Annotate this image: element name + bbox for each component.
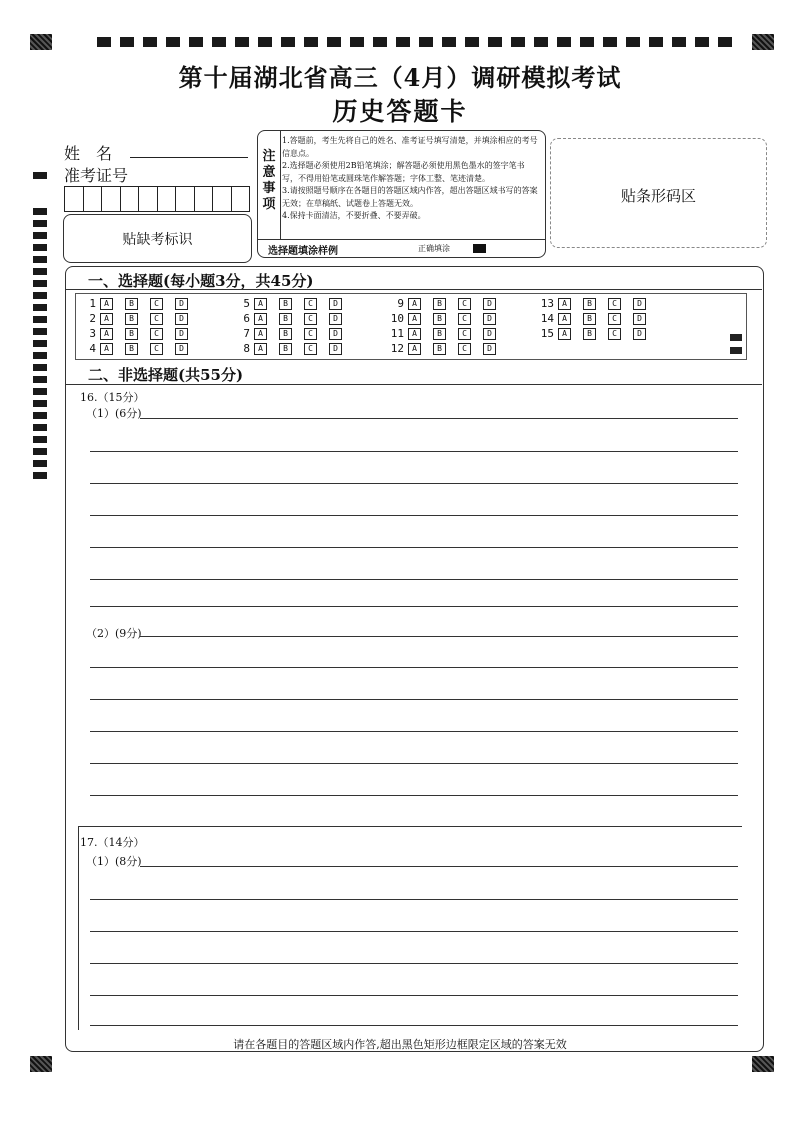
q16-part1-label: （1）(6分) [86,407,142,420]
choice-row[interactable]: 12 A B C D [386,341,508,356]
answer-line[interactable] [90,995,738,996]
notice-box [257,130,546,258]
choice-row[interactable]: 4 A B C D [78,341,200,356]
choice-row[interactable]: 3 A B C D [78,326,200,341]
answer-line[interactable] [90,579,738,580]
section1-underline [66,289,762,290]
grid-mark [730,334,742,341]
fill-sample-label: 选择题填涂样例 [268,246,338,257]
card-title: 历史答题卡 [332,97,468,126]
missing-exam-label: 贴缺考标识 [122,232,193,248]
choice-row[interactable]: 14 A B C D [536,311,658,326]
answer-line[interactable] [140,866,738,867]
notice-item: 4.保持卡面清洁，不要折叠、不要弄破。 [282,211,426,220]
exam-id-label: 准考证号 [64,166,129,185]
answer-line[interactable] [90,1025,738,1026]
choice-row[interactable]: 11 A B C D [386,326,508,341]
choice-group [232,296,354,356]
q17-part1-label: （1）(8分) [86,855,142,868]
grid-mark [730,347,742,354]
notice-item: 3.请按照题号顺序在各题目的答题区域内作答，超出答题区域书写的答案无效；在草稿纸、试题卷上答题无效。 [282,186,538,208]
choice-row[interactable]: 2 A B C D [78,311,200,326]
q17-label: 17.（14分） [80,836,145,849]
answer-line[interactable] [90,515,738,516]
choice-row[interactable]: 5 A B C D [232,296,354,311]
q16-part2-label: （2）(9分) [86,627,142,640]
choice-row[interactable]: 13 A B C D [536,296,658,311]
answer-line[interactable] [90,763,738,764]
choice-row[interactable]: 1 A B C D [78,296,200,311]
answer-line[interactable] [90,451,738,452]
footer-warning: 请在各题目的答题区域内作答,超出黑色矩形边框限定区域的答案无效 [233,1038,567,1051]
name-label: 姓 名 [64,144,113,163]
choice-row[interactable]: 6 A B C D [232,311,354,326]
choice-row[interactable]: 8 A B C D [232,341,354,356]
corner-mark-top-right [752,34,774,50]
fill-sample-row [258,239,545,258]
notice-item: 2.选择题必须使用2B铅笔填涂；解答题必须使用黑色墨水的签字笔书写，不得用铅笔或圆珠笔作解答题；字体工整、笔迹清楚。 [282,161,525,183]
answer-line[interactable] [90,731,738,732]
answer-line[interactable] [90,931,738,932]
q16-label: 16.（15分） [80,391,145,404]
choice-row[interactable]: 10 A B C D [386,311,508,326]
answer-line[interactable] [90,547,738,548]
section2-title: 二、非选择题(共55分) [88,366,244,384]
answer-line[interactable] [140,418,738,419]
choice-row[interactable]: 9 A B C D [386,296,508,311]
corner-mark-bottom-right [752,1056,774,1072]
notice-list [282,135,540,223]
section1-title: 一、选择题(每小题3分，共45分) [88,272,314,290]
correct-fill-sample [473,244,486,253]
answer-line[interactable] [90,606,738,607]
answer-line[interactable] [90,795,738,796]
answer-line[interactable] [90,483,738,484]
choice-group [536,296,658,341]
missing-exam-sticker-area [63,214,252,263]
q16-left-border [78,826,79,1030]
choice-row[interactable]: 7 A B C D [232,326,354,341]
corner-mark-top-left [30,34,52,50]
choice-group [386,296,508,356]
barcode-area [550,138,767,248]
corner-mark-bottom-left [30,1056,52,1072]
answer-line[interactable] [90,963,738,964]
barcode-label: 贴条形码区 [620,187,696,205]
q16-bottom-border [78,826,742,827]
section2-underline [66,384,762,385]
notice-side-label: 注意事项 [262,149,276,212]
choice-group [78,296,200,356]
answer-line[interactable] [90,899,738,900]
notice-item: 1.答题前，考生先将自己的姓名、准考证号填写清楚，并填涂相应的考号信息点。 [282,136,538,158]
exam-id-boxes[interactable] [64,186,250,212]
name-input-line[interactable] [130,157,248,158]
exam-title: 第十届湖北省高三（4月）调研模拟考试 [178,63,622,92]
answer-line[interactable] [90,699,738,700]
answer-line[interactable] [140,636,738,637]
answer-line[interactable] [90,667,738,668]
choice-row[interactable]: 15 A B C D [536,326,658,341]
correct-fill-label: 正确填涂 [418,244,450,253]
